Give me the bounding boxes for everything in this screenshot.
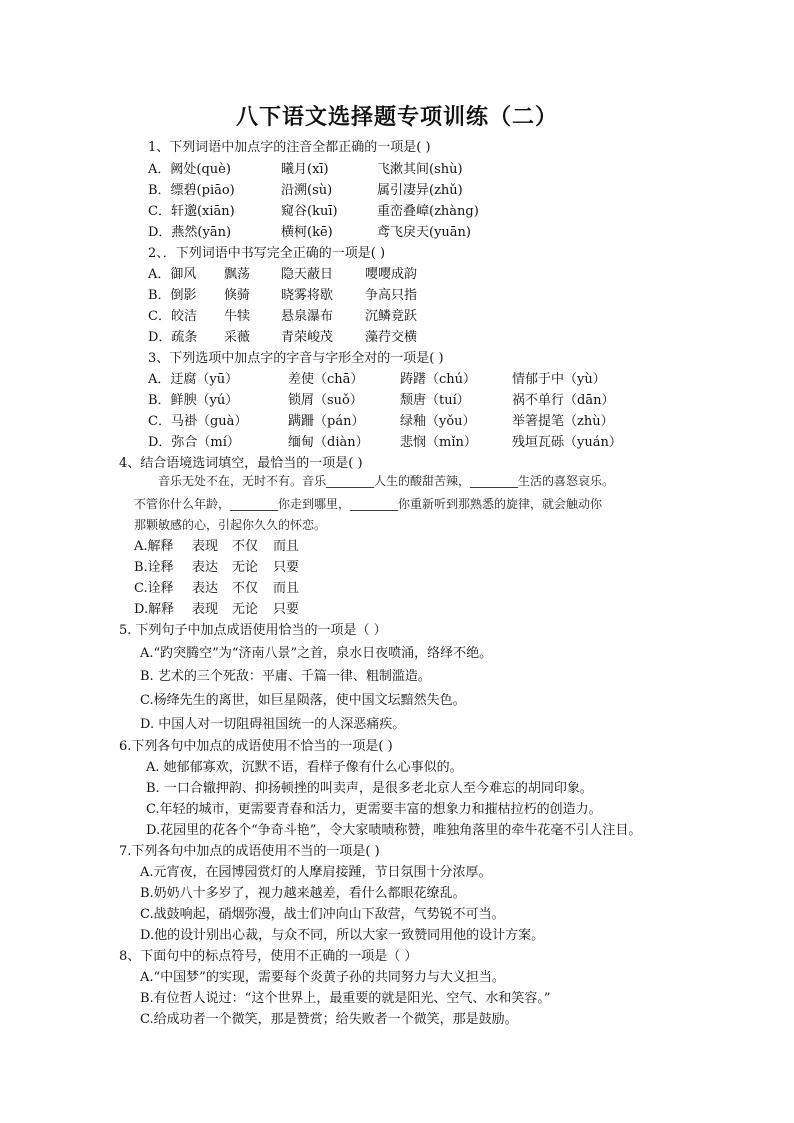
q3-b-2: 锁屑（suǒ） <box>288 393 363 408</box>
q4-a-1: A.解释 <box>134 539 174 554</box>
q3-b-3: 颓唐（tuí） <box>400 393 470 408</box>
q3-a-2: 差使（chā） <box>288 372 364 387</box>
q5-option-a: A.“趵突腾空”为“济南八景”之首，泉水日夜喷涌，络绎不绝。 <box>140 646 493 661</box>
q2-a-1: A．御风 <box>148 267 197 282</box>
q4-c-3: 不仅 <box>232 581 259 596</box>
q6-option-a: A. 她郁郁寡欢，沉默不语，看样子像有什么心事似的。 <box>146 760 463 775</box>
q1-c-2: 窥谷(kuī) <box>281 204 338 219</box>
q4-passage-line-3: 那颗敏感的心，引起你久久的怀恋。 <box>134 518 327 532</box>
q8-option-a: A.“中国梦”的实现，需要每个炎黄子孙的共同努力与大义担当。 <box>140 970 505 985</box>
q4-a-3: 不仅 <box>232 539 259 554</box>
q3-a-1: A．迂腐（yū） <box>148 372 239 387</box>
q4-b-1: B.诠释 <box>134 560 174 575</box>
q3-b-1: B．鲜腴（yú） <box>148 393 239 408</box>
q2-d-1: D．疏条 <box>148 330 198 345</box>
q2-b-3: 晓雾将歇 <box>281 288 334 303</box>
question-2-stem: 2、．下列词语中书写完全正确的一项是( ) <box>148 246 386 261</box>
question-8-stem: 8、下面句中的标点符号，使用不正确的一项是（ ） <box>119 949 418 964</box>
q7-option-d: D.他的设计别出心裁，与众不同，所以大家一致赞同用他的设计方案。 <box>140 928 545 943</box>
q4-d-2: 表现 <box>192 602 219 617</box>
q2-a-2: 飘荡 <box>224 267 251 282</box>
q1-d-1: D．燕然(yān) <box>148 225 232 240</box>
q2-c-4: 沉鳞竟跃 <box>365 309 418 324</box>
q3-d-2: 缅甸（diàn） <box>288 435 369 450</box>
q7-option-c: C.战鼓响起，硝烟弥漫，战士们冲向山下敌营，气势锐不可当。 <box>140 907 505 922</box>
question-5-stem: 5. 下列句子中加点成语使用恰当的一项是（ ） <box>119 623 387 638</box>
q7-option-a: A.元宵夜，在园博园赏灯的人摩肩接踵，节日氛围十分浓厚。 <box>140 865 492 880</box>
q4-d-1: D.解释 <box>134 602 175 617</box>
q6-option-d: D.花园里的花各个“争奇斗艳”，令大家啧啧称赞，唯独角落里的牵牛花毫不引人注目。 <box>146 823 642 838</box>
q3-c-4: 举箸提笔（zhù） <box>512 414 614 429</box>
q5-option-d: D. 中国人对一切阻碍祖国统一的人深恶痛疾。 <box>140 717 406 732</box>
q1-b-1: B．缥碧(piāo) <box>148 183 235 198</box>
q1-a-2: 曦月(xī) <box>281 162 329 177</box>
q2-b-2: 倏骑 <box>224 288 251 303</box>
q1-c-1: C．轩邈(xiān) <box>148 204 235 219</box>
q2-c-2: 牛犊 <box>224 309 251 324</box>
q4-passage-line-1: 音乐无处不在，无时不有。音乐________人生的酸甜苦辣，________生活的喜怒哀乐。 <box>158 474 615 488</box>
page-title: 八下语文选择题专项训练（二） <box>235 104 558 130</box>
q1-b-2: 沿溯(sù) <box>281 183 333 198</box>
q2-b-1: B．倒影 <box>148 288 197 303</box>
q5-option-b: B. 艺术的三个死敌：平庸、千篇一律、粗制滥造。 <box>140 669 431 684</box>
q4-passage-line-2: 不管你什么年龄，________你走到哪里，________你重新听到那熟悉的旋律，就会触动你 <box>134 497 603 511</box>
q6-option-b: B. 一口合辙押韵、抑扬顿挫的叫卖声，是很多老北京人至今难忘的胡同印象。 <box>146 781 593 796</box>
q4-c-4: 而且 <box>273 581 300 596</box>
q6-option-c: C.年轻的城市，更需要青春和活力，更需要丰富的想象力和摧枯拉朽的创造力。 <box>146 802 602 817</box>
q2-c-1: C．皎洁 <box>148 309 197 324</box>
q5-option-c: C.杨绛先生的离世，如巨星陨落，使中国文坛黯然失色。 <box>140 693 466 708</box>
q4-d-4: 只要 <box>273 602 300 617</box>
q3-a-3: 踌躇（chú） <box>400 372 477 387</box>
q4-a-4: 而且 <box>273 539 300 554</box>
q4-a-2: 表现 <box>192 539 219 554</box>
q2-c-3: 悬泉瀑布 <box>281 309 334 324</box>
q2-a-4: 嘤嘤成韵 <box>365 267 418 282</box>
question-6-stem: 6.下列各句中加点的成语使用不恰当的一项是( ) <box>119 739 393 754</box>
q2-d-3: 青荣峻茂 <box>281 330 334 345</box>
q1-d-3: 鸢飞戾天(yuān) <box>377 225 471 240</box>
q4-b-4: 只要 <box>273 560 300 575</box>
q3-b-4: 祸不单行（dān） <box>512 393 615 408</box>
q4-b-3: 无论 <box>232 560 259 575</box>
q4-c-1: C.诠释 <box>134 581 174 596</box>
q8-option-b: B.有位哲人说过：“这个世界上，最重要的就是阳光、空气、水和笑容。” <box>140 991 551 1006</box>
q1-a-3: 飞漱其间(shù) <box>377 162 463 177</box>
question-7-stem: 7.下列各句中加点的成语使用不当的一项是( ) <box>119 844 380 859</box>
q3-d-1: D．弥合（mí） <box>148 435 240 450</box>
q2-a-3: 隐天蔽日 <box>281 267 334 282</box>
q3-d-4: 残垣瓦砾（yuán） <box>512 435 622 450</box>
q3-c-2: 蹒跚（pán） <box>288 414 365 429</box>
question-1-stem: 1、下列词语中加点字的注音全都正确的一项是( ) <box>148 140 431 155</box>
question-4-stem: 4、结合语境选词填空，最恰当的一项是( ) <box>119 456 363 471</box>
q4-c-2: 表达 <box>192 581 219 596</box>
q2-d-4: 藻荇交横 <box>365 330 418 345</box>
q4-d-3: 无论 <box>232 602 259 617</box>
q3-c-1: C．马褂（guà） <box>148 414 248 429</box>
q2-b-4: 争高只指 <box>365 288 418 303</box>
q1-b-3: 属引凄异(zhǔ) <box>377 183 463 198</box>
q2-d-2: 采薇 <box>224 330 251 345</box>
question-3-stem: 3、下列选项中加点字的字音与字形全对的一项是( ) <box>148 351 444 366</box>
q8-option-c: C.给成功者一个微笑，那是赞赏；给失败者一个微笑，那是鼓励。 <box>140 1012 518 1027</box>
q4-b-2: 表达 <box>192 560 219 575</box>
q1-d-2: 横柯(kē) <box>281 225 333 240</box>
q1-c-3: 重峦叠嶂(zhàng) <box>377 204 479 219</box>
q3-a-4: 情郁于中（yù） <box>512 372 606 387</box>
q7-option-b: B.奶奶八十多岁了，视力越来越差，看什么都眼花缭乱。 <box>140 886 466 901</box>
q3-c-3: 绿釉（yǒu） <box>400 414 476 429</box>
q3-d-3: 悲悯（mǐn） <box>400 435 477 450</box>
q1-a-1: A．阙处(què) <box>148 162 231 177</box>
